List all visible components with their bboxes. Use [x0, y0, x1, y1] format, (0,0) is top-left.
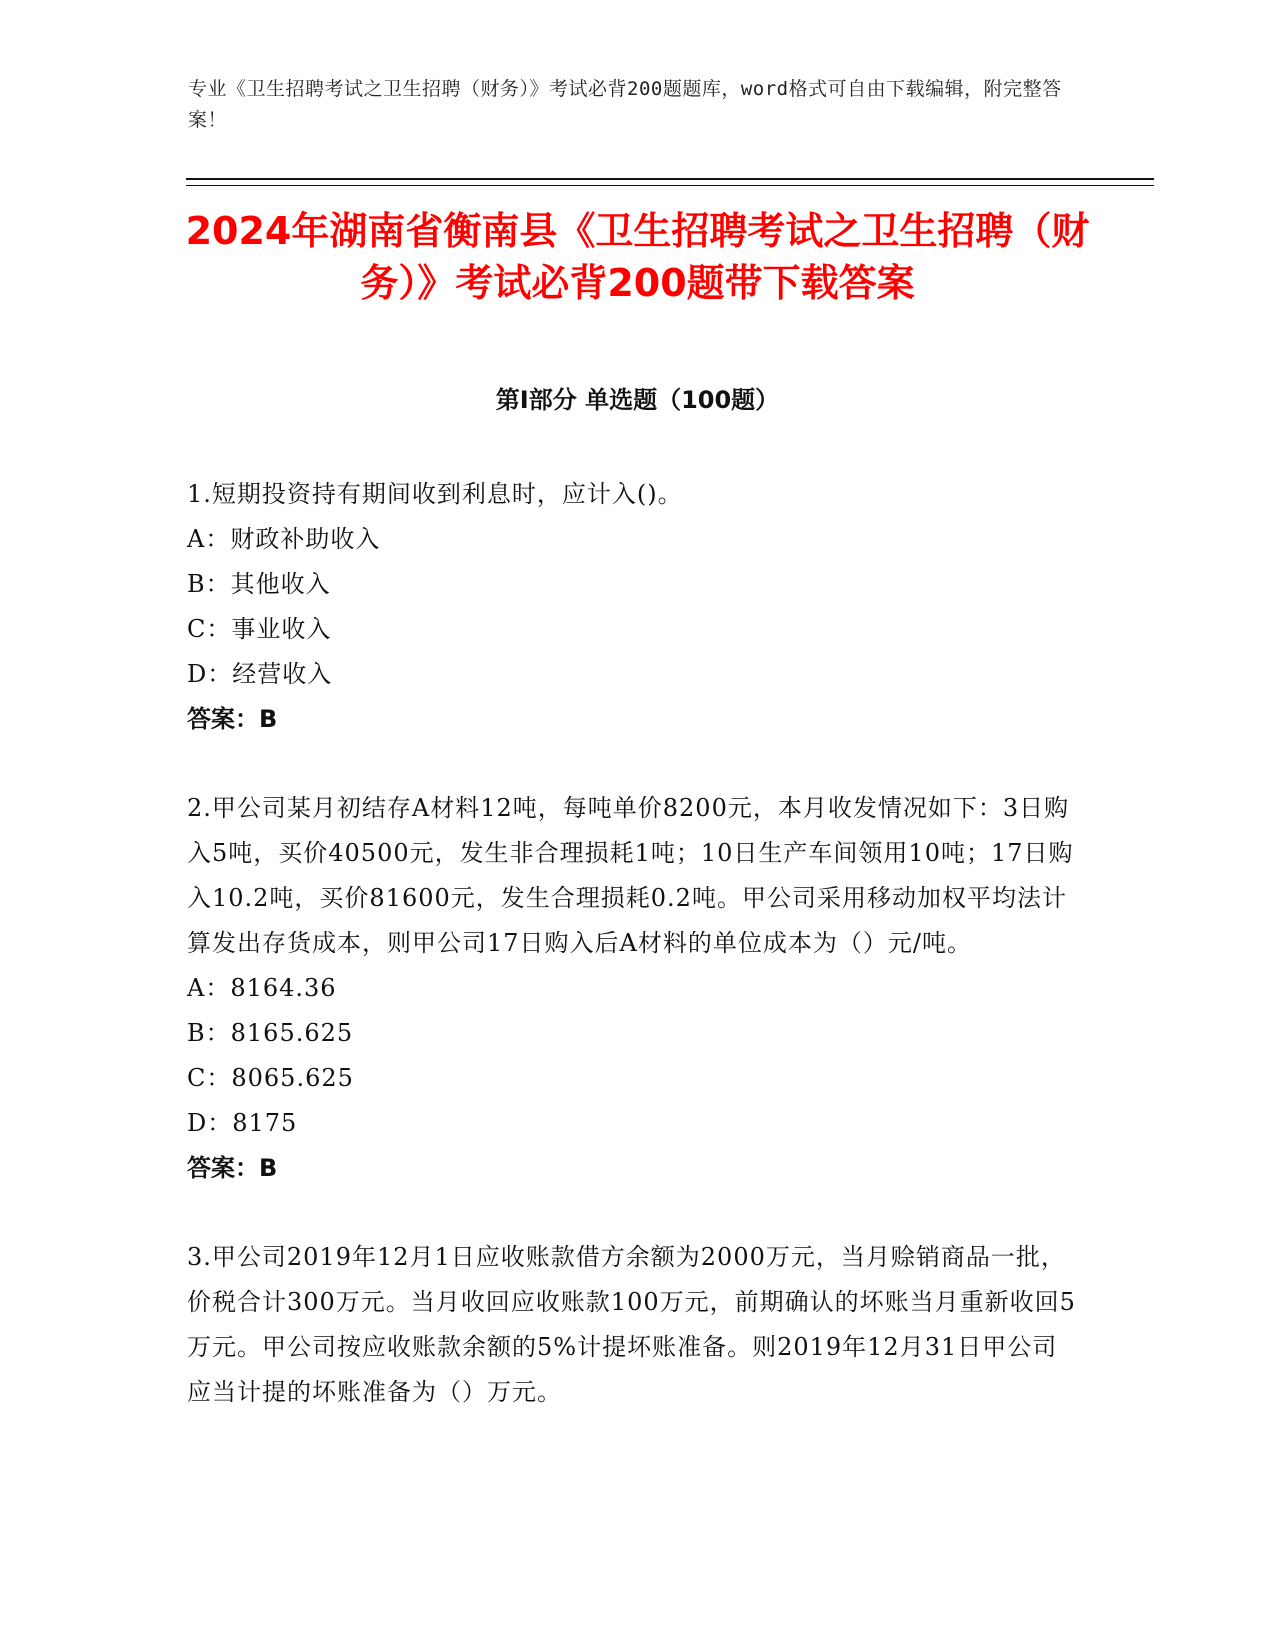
option-c: C：事业收入	[187, 615, 332, 643]
answer-label: 答案：B	[187, 705, 278, 733]
option-a: A：8164.36	[187, 974, 337, 1002]
option-a: A：财政补助收入	[187, 525, 381, 553]
question-2	[187, 786, 1077, 1191]
question-stem: 1.短期投资持有期间收到利息时，应计入()。	[187, 480, 683, 508]
section-title: 第I部分 单选题（100题）	[495, 386, 780, 414]
option-d: D：经营收入	[187, 660, 333, 688]
option-d: D：8175	[187, 1109, 298, 1137]
option-b: B：8165.625	[187, 1019, 354, 1047]
option-b: B：其他收入	[187, 570, 331, 598]
document-intro: 专业《卫生招聘考试之卫生招聘（财务）》考试必背200题题库，word格式可自由下载编辑，附完整答案！	[188, 78, 1062, 131]
header-divider-thin	[186, 185, 1154, 186]
option-c: C：8065.625	[187, 1064, 354, 1092]
question-stem: 3.甲公司2019年12月1日应收账款借方余额为2000万元，当月赊销商品一批，价税合计300万元。当月收回应收账款100万元，前期确认的坏账当月重新收回5万元。甲公司按应收账款余额的5%计提坏账准备。则2019年12月31日甲公司应当计提的坏账准备为（）万元。	[187, 1243, 1076, 1406]
question-3	[187, 1235, 1077, 1415]
question-1	[187, 472, 1077, 742]
answer-label: 答案：B	[187, 1154, 278, 1182]
question-list	[187, 472, 1077, 1459]
header-divider-thick	[186, 178, 1154, 180]
question-stem: 2.甲公司某月初结存A材料12吨，每吨单价8200元，本月收发情况如下：3日购入5吨，买价40500元，发生非合理损耗1吨；10日生产车间领用10吨；17日购入10.2吨，买价81600元，发生合理损耗0.2吨。甲公司采用移动加权平均法计算发出存货成本，则甲公司17日购入后A材料的单位成本为（）元/吨。	[187, 794, 1074, 957]
document-title: 2024年湖南省衡南县《卫生招聘考试之卫生招聘（财务）》考试必背200题带下载答案	[185, 209, 1090, 305]
